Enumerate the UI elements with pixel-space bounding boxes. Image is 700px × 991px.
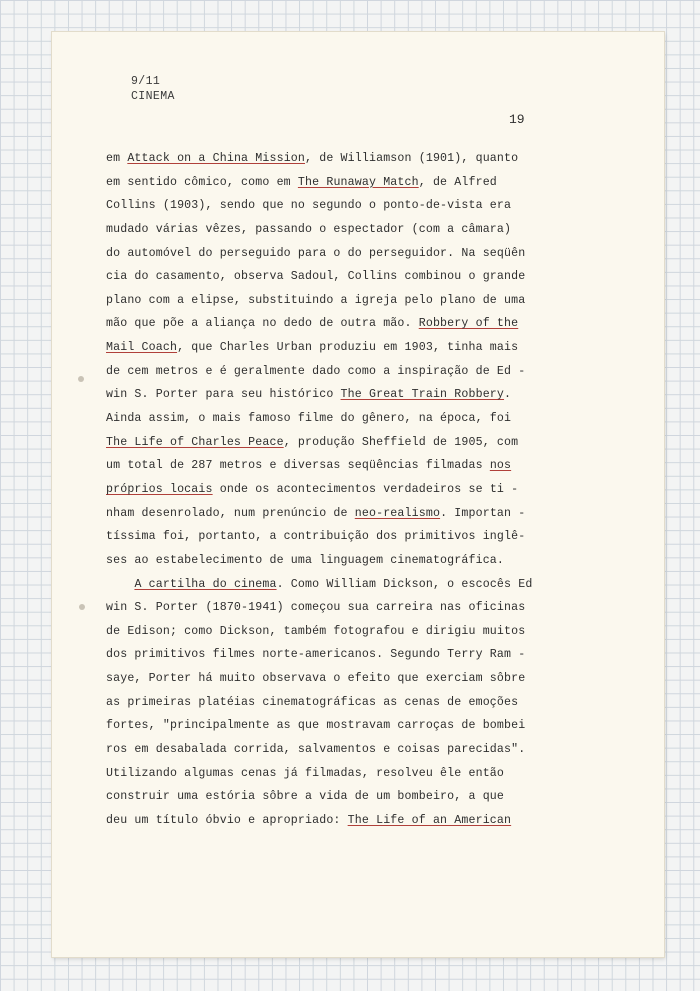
text-segment: do automóvel do perseguido para o do perseguidor. Na seqüên <box>106 246 526 260</box>
text-segment: . <box>504 388 512 402</box>
text-segment: saye, Porter há muito observava o efeito que exerciam sôbre <box>106 672 526 686</box>
text-segment: dos primitivos filmes norte-americanos. Segundo Terry Ram - <box>106 648 526 662</box>
text-line <box>106 265 546 289</box>
text-segment: mudado várias vêzes, passando o espectador (com a câmara) <box>106 222 512 236</box>
paper-speck <box>78 376 84 382</box>
text-line <box>106 785 546 809</box>
text-segment: Utilizando algumas cenas já filmadas, resolveu êle então <box>106 766 505 780</box>
text-line <box>106 502 546 526</box>
header-section-title: CINEMA <box>131 90 175 103</box>
text-segment: win S. Porter (1870-1941) começou sua carreira nas oficinas <box>106 601 526 615</box>
text-line <box>106 407 546 431</box>
text-segment: em sentido cômico, como em <box>106 175 298 189</box>
text-line <box>106 360 546 384</box>
text-line <box>106 620 546 644</box>
text-line <box>106 454 546 478</box>
header-date: 9/11 <box>131 75 161 88</box>
page-number: 19 <box>509 112 525 127</box>
paper-speck <box>79 604 85 610</box>
text-line <box>106 738 546 762</box>
text-segment: construir uma estória sôbre a vida de um bombeiro, a que <box>106 790 505 804</box>
underlined-title: nos <box>489 459 512 473</box>
text-segment: um total de 287 metros e diversas seqüências filmadas <box>106 459 490 473</box>
text-segment: plano com a elipse, substituindo a igreja pelo plano de uma <box>106 293 526 307</box>
text-segment: Ainda assim, o mais famoso filme do gênero, na época, foi <box>106 412 512 426</box>
text-segment: mão que põe a aliança no dedo de outra mão. <box>106 317 419 331</box>
text-line <box>106 218 546 242</box>
text-segment: onde os acontecimentos verdadeiros se ti - <box>212 482 519 496</box>
text-segment: . Importan - <box>440 506 526 520</box>
text-line <box>106 596 546 620</box>
underlined-title: próprios locais <box>106 482 213 496</box>
body-text <box>106 147 546 833</box>
text-segment: , de Alfred <box>418 175 497 189</box>
text-segment: win S. Porter para seu histórico <box>106 388 341 402</box>
text-segment <box>106 578 134 591</box>
text-line <box>106 147 546 171</box>
text-line <box>106 643 546 667</box>
text-line <box>106 809 546 833</box>
text-segment: tíssima foi, portanto, a contribuição dos primitivos inglê- <box>106 530 526 544</box>
text-line <box>106 383 546 407</box>
text-line <box>106 573 546 597</box>
text-line <box>106 336 546 360</box>
text-segment: ses ao estabelecimento de uma linguagem cinematográfica. <box>106 553 505 567</box>
text-line <box>106 691 546 715</box>
text-segment: , de Williamson (1901), quanto <box>305 152 519 165</box>
underlined-title: The Runaway Match <box>297 175 419 189</box>
text-line <box>106 242 546 266</box>
text-line <box>106 762 546 786</box>
text-segment: cia do casamento, observa Sadoul, Collins combinou o grande <box>106 270 526 284</box>
underlined-title: Attack on a China Mission <box>127 152 306 165</box>
text-segment: fortes, "principalmente as que mostravam carroças de bombei <box>106 719 526 733</box>
text-line <box>106 312 546 336</box>
underlined-title: neo-realismo <box>354 506 441 520</box>
text-line <box>106 478 546 502</box>
text-line <box>106 549 546 573</box>
text-segment: ros em desabalada corrida, salvamentos e coisas parecidas". <box>106 743 526 757</box>
text-line <box>106 171 546 195</box>
text-line <box>106 714 546 738</box>
text-line <box>106 525 546 549</box>
underlined-title: Mail Coach <box>106 341 178 355</box>
text-segment: as primeiras platéias cinematográficas as cenas de emoções <box>106 695 519 709</box>
text-segment: em <box>106 152 128 165</box>
text-segment: Collins (1903), sendo que no segundo o ponto-de-vista era <box>106 199 512 213</box>
text-segment: , que Charles Urban produziu em 1903, tinha mais <box>177 341 519 355</box>
text-line <box>106 667 546 691</box>
text-segment: deu um título óbvio e apropriado: <box>106 813 348 827</box>
text-segment: nham desenrolado, num prenúncio de <box>106 506 355 520</box>
page-header <box>131 74 175 104</box>
underlined-title: Robbery of the <box>418 317 519 331</box>
text-line <box>106 289 546 313</box>
text-segment: , produção Sheffield de 1905, com <box>283 435 519 449</box>
text-segment: . Como William Dickson, o escocês Ed <box>276 577 533 591</box>
underlined-title: A cartilha do cinema <box>134 577 277 591</box>
text-line <box>106 194 546 218</box>
underlined-title: The Life of Charles Peace <box>106 435 284 449</box>
underlined-title: The Great Train Robbery <box>340 388 505 402</box>
text-segment: de Edison; como Dickson, também fotografou e dirigiu muitos <box>106 624 526 638</box>
text-segment: de cem metros e é geralmente dado como a inspiração de Ed - <box>106 364 526 378</box>
underlined-title: The Life of an American <box>347 813 512 827</box>
text-line <box>106 431 546 455</box>
